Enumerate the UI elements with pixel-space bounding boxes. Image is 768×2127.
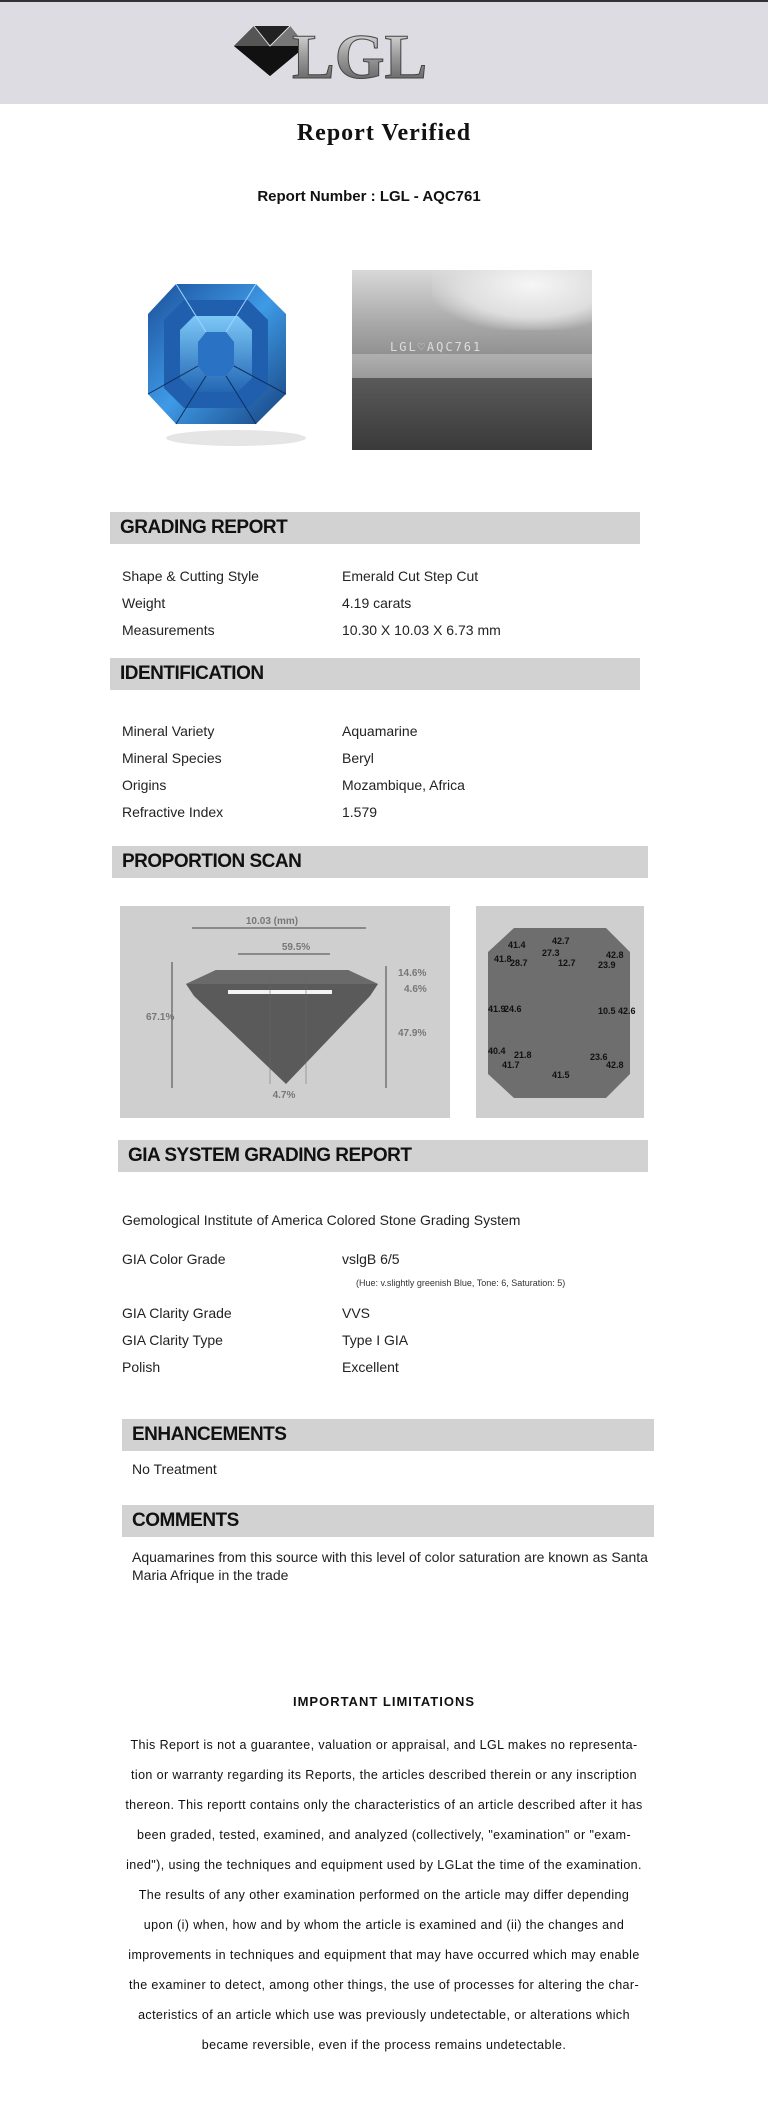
row-value: Aquamarine — [342, 723, 418, 739]
row-label: GIA Clarity Type — [122, 1332, 223, 1348]
crown-value: 23.9 — [598, 960, 616, 970]
limitations-line: The results of any other examination performed on the article may differ depending — [138, 1888, 630, 1902]
limitations-line: the examiner to detect, among other things, the use of processes for altering the char- — [128, 1978, 640, 1992]
row-label: Measurements — [122, 622, 215, 638]
row-label: Origins — [122, 777, 167, 793]
row-label: Refractive Index — [122, 804, 224, 820]
girdle-band — [352, 354, 592, 378]
row-value: 1.579 — [342, 804, 378, 820]
crown-height-label: 14.6% — [398, 968, 427, 979]
row-label: Weight — [122, 595, 166, 611]
row-label: Mineral Species — [122, 750, 222, 766]
gia-heading: GIA SYSTEM GRADING REPORT — [118, 1140, 648, 1172]
crown-value: 40.4 — [488, 1046, 506, 1056]
crown-value: 23.6 — [590, 1052, 608, 1062]
identification-heading: IDENTIFICATION — [110, 658, 640, 690]
inscription-text: LGL♡AQC761 — [390, 340, 483, 354]
proportion-scan-heading: PROPORTION SCAN — [112, 846, 648, 878]
enhancements-heading: ENHANCEMENTS — [122, 1419, 654, 1451]
report-number: Report Number : LGL - AQC761 — [257, 188, 481, 205]
crown-value: 12.7 — [558, 958, 576, 968]
row-value: Emerald Cut Step Cut — [342, 568, 479, 584]
depth-label: 67.1% — [146, 1012, 175, 1023]
crown-value: 21.8 — [514, 1050, 532, 1060]
row-value: Excellent — [342, 1359, 399, 1375]
page-title: Report Verified — [296, 120, 472, 146]
table-label: 59.5% — [281, 942, 311, 953]
logo-text: LGL — [292, 21, 428, 92]
row-label: GIA Color Grade — [122, 1251, 226, 1267]
crown-value: 41.5 — [552, 1070, 570, 1080]
header-bar — [0, 0, 768, 104]
culet-label: 4.7% — [272, 1090, 296, 1101]
row-label: Polish — [122, 1359, 161, 1375]
crown-value: 24.6 — [504, 1004, 522, 1014]
lgl-logo — [232, 16, 492, 96]
limitations-line: tion or warranty regarding its Reports, the articles described therein or any inscription — [131, 1768, 637, 1782]
crown-value: 42.6 — [618, 1006, 636, 1016]
crown-value: 28.7 — [510, 958, 528, 968]
limitations-line: became reversible, even if the process remains undetectable. — [201, 2038, 567, 2052]
grading-report-heading: GRADING REPORT — [110, 512, 640, 544]
profile-diagram — [120, 906, 450, 1118]
crown-value: 42.8 — [606, 950, 624, 960]
comments-line-2: Maria Afrique in the trade — [132, 1567, 289, 1583]
gia-subtitle: Gemological Institute of America Colored Stone Grading System — [122, 1212, 521, 1228]
crown-value: 41.4 — [508, 940, 526, 950]
row-value: 4.19 carats — [342, 595, 412, 611]
crown-value: 41.9 — [488, 1004, 506, 1014]
crown-value: 41.7 — [502, 1060, 520, 1070]
limitations-line: upon (i) when, how and by whom the article is examined and (ii) the changes and — [143, 1918, 625, 1932]
row-value: Type I GIA — [342, 1332, 409, 1348]
crown-value: 42.7 — [552, 936, 570, 946]
comments-line-1: Aquamarines from this source with this level of color saturation are known as Santa — [132, 1549, 648, 1565]
limitations-line: improvements in techniques and equipment that may have occurred which may enable — [128, 1948, 640, 1962]
crown-view-diagram — [476, 906, 644, 1118]
enhancements-text: No Treatment — [132, 1461, 217, 1477]
gia-color-note: (Hue: v.slightly greenish Blue, Tone: 6, Saturation: 5) — [356, 1278, 566, 1288]
row-value: vslgB 6/5 — [342, 1251, 400, 1267]
row-label: GIA Clarity Grade — [122, 1305, 232, 1321]
row-value: Mozambique, Africa — [342, 777, 465, 793]
crown-value: 41.8 — [494, 954, 512, 964]
comments-heading: COMMENTS — [122, 1505, 654, 1537]
crown-value: 10.5 — [598, 1006, 616, 1016]
row-label: Mineral Variety — [122, 723, 215, 739]
limitations-heading: IMPORTANT LIMITATIONS — [292, 1694, 476, 1709]
inscription-photo — [352, 270, 592, 450]
limitations-line: been graded, tested, examined, and analyzed (collectively, "examination" or "exam- — [136, 1828, 632, 1842]
row-value: 10.30 X 10.03 X 6.73 mm — [342, 622, 501, 638]
row-label: Shape & Cutting Style — [122, 568, 259, 584]
row-value: Beryl — [342, 750, 374, 766]
girdle-label: 4.6% — [404, 984, 427, 995]
width-label: 10.03 (mm) — [245, 916, 299, 927]
pavilion-label: 47.9% — [398, 1028, 427, 1039]
limitations-line: This Report is not a guarantee, valuation or appraisal, and LGL makes no representa- — [130, 1738, 638, 1752]
gem-photo — [136, 270, 326, 460]
inscription-glare — [432, 270, 592, 330]
limitations-line: ined"), using the techniques and equipment used by LGLat the time of the examination. — [126, 1858, 642, 1872]
limitations-text — [118, 1730, 650, 2060]
crown-value: 42.8 — [606, 1060, 624, 1070]
limitations-line: thereon. This reportt contains only the characteristics of an article described after it has — [125, 1798, 643, 1812]
row-value: VVS — [342, 1305, 371, 1321]
limitations-line: acteristics of an article which use was previously undetectable, or alterations which — [138, 2008, 630, 2022]
crown-value: 27.3 — [542, 948, 560, 958]
